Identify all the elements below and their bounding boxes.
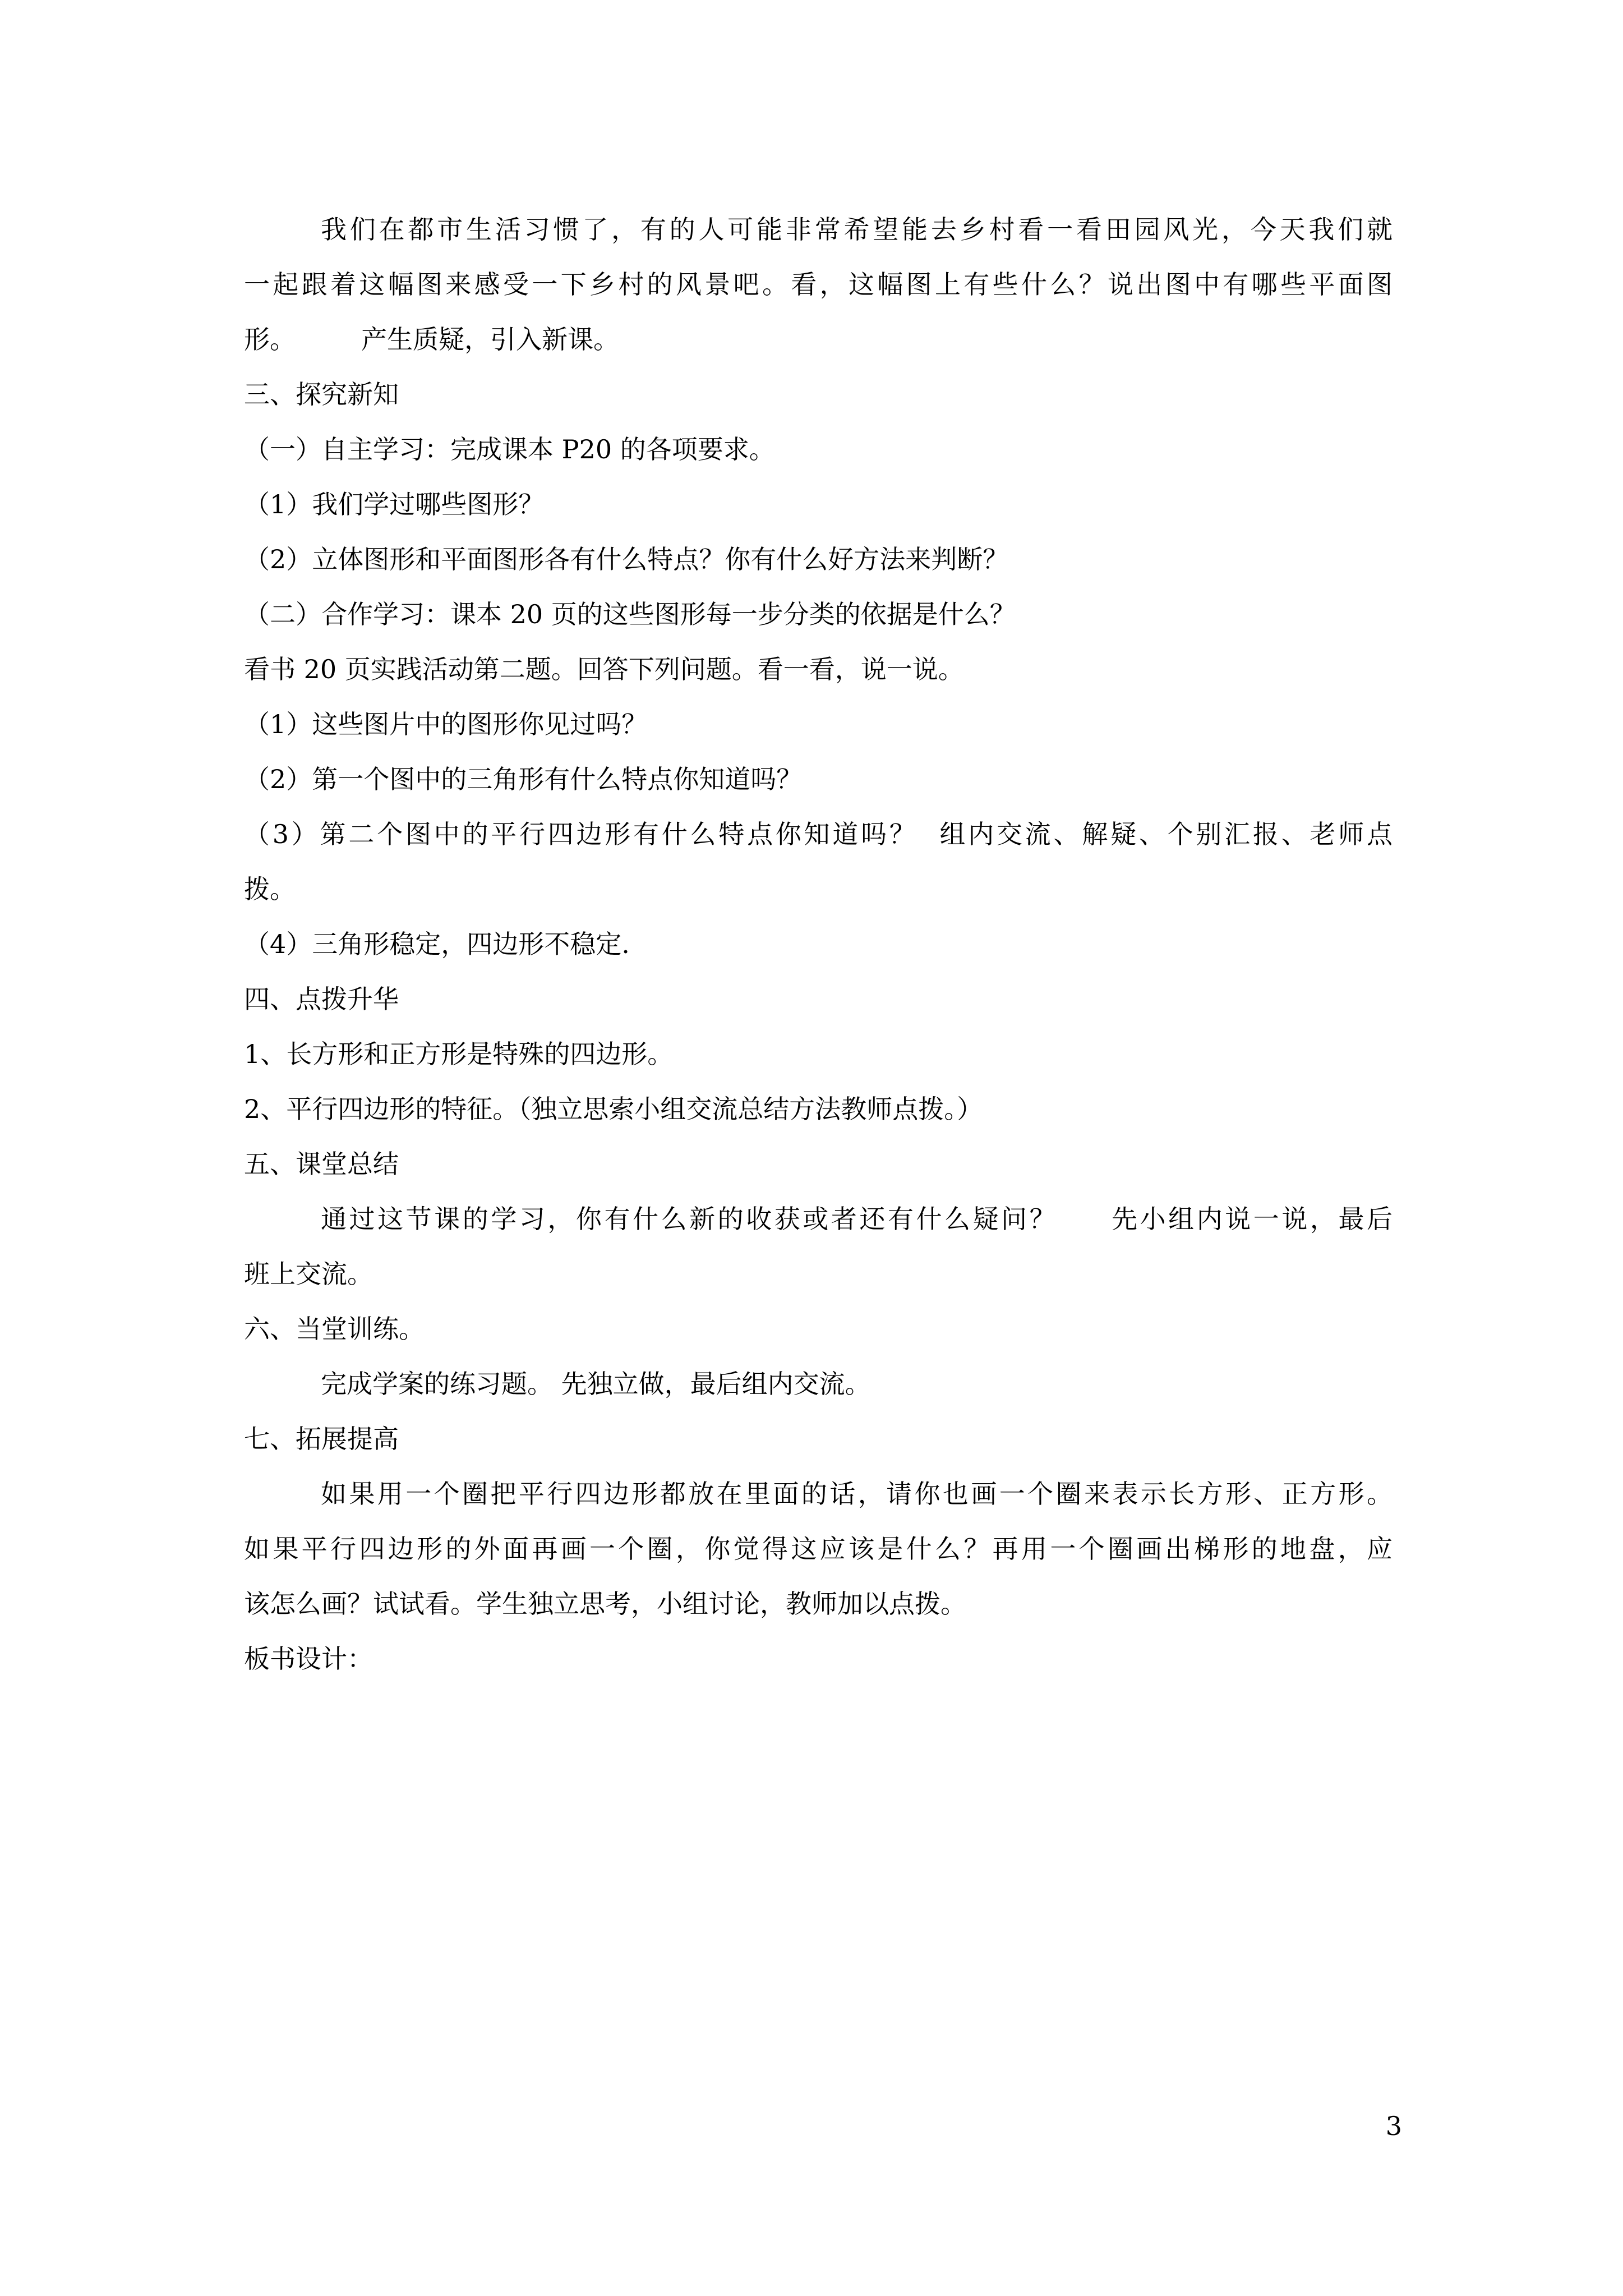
extension-line-2: 如果平行四边形的外面再画一个圈，你觉得这应该是什么？再用一个圈画出梯形的地盘，应 [244, 1534, 1393, 1564]
section-heading-guidance: 四、点拨升华 [244, 984, 399, 1014]
board-design-label: 板书设计： [244, 1644, 373, 1674]
paragraph-intro-line-1: 我们在都市生活习惯了，有的人可能非常希望能去乡村看一看田园风光，今天我们就 [321, 214, 1393, 245]
practice-instruction: 看书 20 页实践活动第二题。回答下列问题。看一看，说一说。 [244, 654, 964, 684]
section-heading-training: 六、当堂训练。 [244, 1314, 425, 1344]
practice-question-4: （4）三角形稳定，四边形不稳定. [244, 929, 630, 959]
paragraph-intro-line-2: 一起跟着这幅图来感受一下乡村的风景吧。看，这幅图上有些什么？说出图中有哪些平面图 [244, 269, 1393, 300]
guidance-point-1: 1、长方形和正方形是特殊的四边形。 [244, 1039, 674, 1069]
document-body [244, 202, 1393, 1686]
subsection-cooperative-study: （二）合作学习：课本 20 页的这些图形每一步分类的依据是什么？ [244, 599, 1016, 629]
page-number: 3 [1385, 2111, 1402, 2141]
section-heading-extension: 七、拓展提高 [244, 1424, 399, 1454]
summary-line-1: 通过这节课的学习，你有什么新的收获或者还有什么疑问？ 先小组内说一说，最后 [321, 1204, 1393, 1234]
training-text: 完成学案的练习题。 先独立做，最后组内交流。 [321, 1369, 871, 1399]
summary-line-2: 班上交流。 [244, 1259, 373, 1289]
question-2: （2）立体图形和平面图形各有什么特点？你有什么好方法来判断？ [244, 544, 1009, 574]
section-heading-explore: 三、探究新知 [244, 379, 399, 409]
guidance-point-2: 2、平行四边形的特征。（独立思索小组交流总结方法教师点拨。） [244, 1094, 983, 1124]
section-heading-summary: 五、课堂总结 [244, 1149, 399, 1179]
subsection-self-study: （一）自主学习：完成课本 P20 的各项要求。 [244, 434, 775, 464]
question-1: （1）我们学过哪些图形？ [244, 489, 545, 519]
practice-question-3-line-2: 拨。 [244, 874, 296, 904]
practice-question-2: （2）第一个图中的三角形有什么特点你知道吗？ [244, 764, 803, 794]
extension-line-3: 该怎么画？试试看。学生独立思考，小组讨论，教师加以点拨。 [244, 1589, 966, 1619]
paragraph-intro-line-3: 形。 产生质疑，引入新课。 [244, 324, 619, 355]
practice-question-3-line-1: （3）第二个图中的平行四边形有什么特点你知道吗？ 组内交流、解疑、个别汇报、老师点 [244, 819, 1393, 849]
extension-line-1: 如果用一个圈把平行四边形都放在里面的话，请你也画一个圈来表示长方形、正方形。 [321, 1479, 1393, 1509]
practice-question-1: （1）这些图片中的图形你见过吗？ [244, 709, 648, 739]
